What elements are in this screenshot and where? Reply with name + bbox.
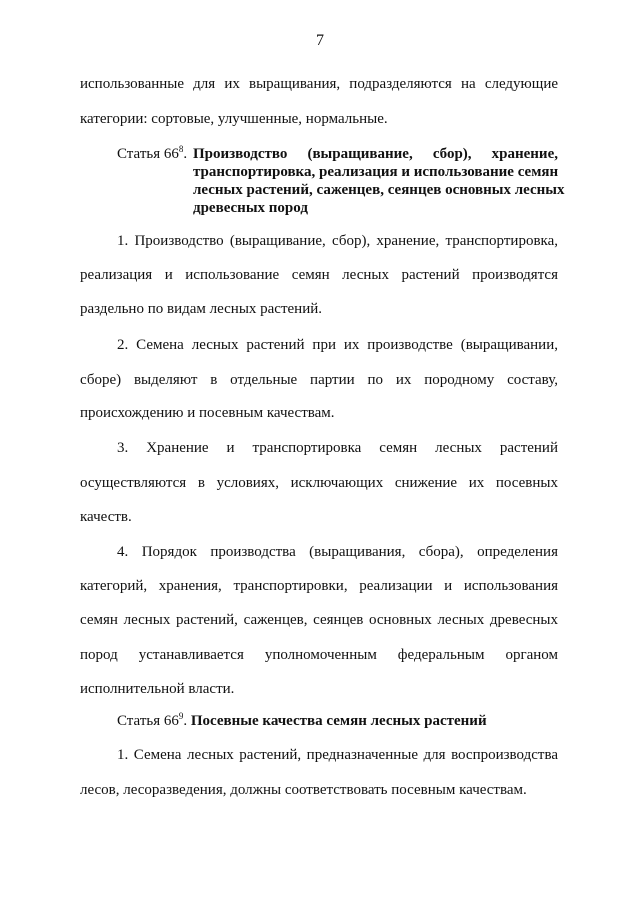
article-title-line: лесных растений, саженцев, сеянцев основных лесных: [193, 182, 565, 198]
body-text-line: исполнительной власти.: [80, 681, 235, 697]
body-text-line: реализация и использование семян лесных растений производятся: [80, 267, 558, 283]
body-text-line: 1. Семена лесных растений, предназначенные для воспроизводства: [117, 747, 558, 763]
body-text-line: пород устанавливается уполномоченным федеральным органом: [80, 647, 558, 663]
body-text-line: 2. Семена лесных растений при их производстве (выращивании,: [117, 337, 558, 353]
page-number: 7: [316, 32, 324, 49]
article-superscript: 8: [178, 144, 184, 154]
body-text-line: осуществляются в условиях, исключающих снижение их посевных: [80, 475, 558, 491]
body-text-line: раздельно по видам лесных растений.: [80, 301, 323, 317]
body-text-line: категорий, хранения, транспортировки, реализации и использования: [80, 578, 558, 594]
article-title-line: транспортировка, реализация и использование семян: [193, 164, 559, 180]
article-superscript: 9: [178, 711, 184, 721]
article-title: Посевные качества семян лесных растений: [190, 713, 487, 729]
article-66-8-label: Статья $66^8$.: [117, 144, 188, 162]
article-66-9-heading: Статья $66^9$. Посевные качества семян лесных растений: [117, 711, 487, 729]
body-text-line: лесов, лесоразведения, должны соответствовать посевным качествам.: [80, 782, 527, 798]
body-text-line: семян лесных растений, саженцев, сеянцев основных лесных древесных: [80, 612, 558, 628]
body-text-line: 4. Порядок производства (выращивания, сбора), определения: [117, 544, 558, 560]
body-text-line: 3. Хранение и транспортировка семян лесных растений: [117, 440, 558, 456]
body-text-line: 1. Производство (выращивание, сбор), хранение, транспортировка,: [117, 233, 558, 249]
body-text-line: сборе) выделяют в отдельные партии по их породному составу,: [80, 372, 558, 388]
body-text-line: категории: сортовые, улучшенные, нормальные.: [80, 111, 388, 127]
article-title-line: древесных пород: [193, 200, 308, 216]
body-text-line: использованные для их выращивания, подразделяются на следующие: [80, 76, 558, 92]
article-title-line: Производство (выращивание, сбор), хранение,: [193, 146, 558, 162]
body-text-line: происхождению и посевным качествам.: [80, 405, 335, 421]
body-text-line: качеств.: [80, 509, 132, 525]
